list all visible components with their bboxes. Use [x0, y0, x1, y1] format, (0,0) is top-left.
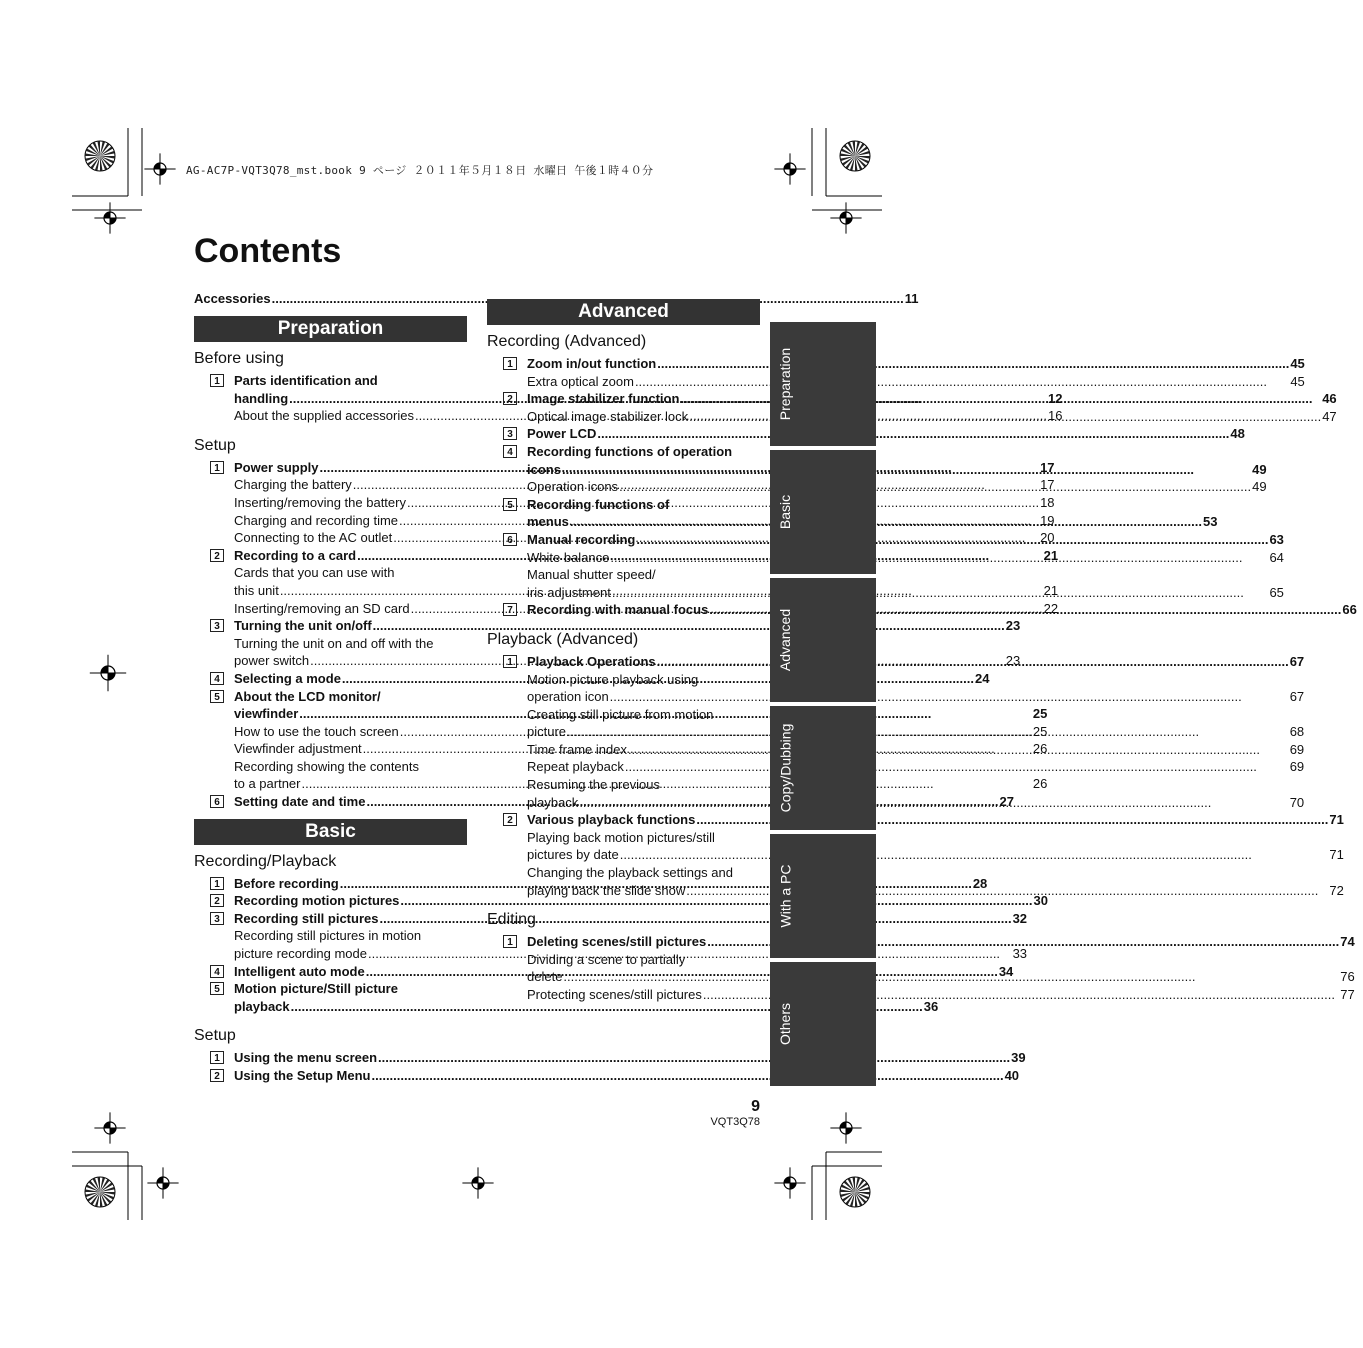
chapter-number-box: 6 — [210, 795, 224, 808]
group-title: Recording (Advanced) — [487, 333, 647, 350]
toc-subitem-line — [527, 829, 1344, 847]
toc-subitem-line[interactable] — [527, 986, 1355, 1004]
leader-dots — [636, 531, 1268, 549]
toc-line-label: Connecting to the AC outlet — [234, 530, 393, 546]
chapter-number-box: 1 — [210, 1051, 224, 1064]
toc-entry-text — [234, 1049, 1032, 1067]
toc-page-number: 33 — [1012, 946, 1028, 962]
toc-line-label: Recording still pictures in motion — [234, 928, 422, 944]
toc-line-label: Before recording — [234, 875, 339, 891]
section-tab-label-wrap — [773, 962, 797, 1086]
toc-heading-line[interactable] — [527, 390, 1337, 408]
toc-line-label: Extra optical zoom — [527, 373, 634, 389]
toc-heading-line[interactable] — [527, 355, 1305, 373]
section-tab-label: With a PC — [777, 864, 794, 928]
toc-line-label: Zoom in/out function — [527, 356, 657, 371]
toc-line-label: Recording showing the contents — [234, 758, 420, 774]
leader-dots — [562, 461, 1251, 479]
toc-line-label: Setting date and time — [234, 794, 366, 810]
group-title: Setup — [194, 436, 236, 454]
toc-line-label: How to use the touch screen — [234, 723, 399, 739]
page-title: Contents — [194, 232, 342, 270]
toc-subitem-line[interactable] — [527, 882, 1344, 900]
chapter-number-box: 5 — [503, 498, 517, 511]
toc-page-number: 23 — [1005, 618, 1021, 634]
toc-line-label: playback — [234, 998, 290, 1014]
chapter-number-box: 2 — [503, 813, 517, 826]
toc-page-number: 70 — [1289, 794, 1305, 810]
toc-page-number: 67 — [1289, 689, 1305, 705]
chapter-number-box: 4 — [503, 445, 517, 458]
toc-line-label: picture recording mode — [234, 946, 367, 962]
leader-dots — [610, 688, 1289, 706]
toc-subitem-line[interactable] — [527, 584, 1284, 602]
toc-subitem-line[interactable] — [527, 794, 1304, 812]
section-banner: Advanced — [487, 299, 760, 325]
toc-line-label: Creating still picture from motion — [527, 706, 714, 722]
toc-page-number: 76 — [1340, 969, 1355, 985]
toc-line-label: Recording still pictures — [234, 910, 379, 926]
toc-entry-text — [234, 1067, 1025, 1085]
group-title: Setup — [194, 1027, 236, 1045]
toc-page-number: 64 — [1269, 549, 1284, 565]
toc-page-number: 18 — [1040, 494, 1055, 510]
toc-line-label: Recording with manual focus — [527, 602, 709, 618]
toc-page-number: 23 — [1005, 653, 1021, 669]
toc-line-label: Repeat playback — [527, 759, 624, 775]
toc-entry-text — [527, 933, 1361, 1003]
toc-entry[interactable] — [194, 1067, 1020, 1085]
group-title: Recording/Playback — [194, 852, 337, 870]
toc-page-number: 77 — [1340, 987, 1355, 1002]
toc-heading-line[interactable] — [527, 601, 1357, 619]
chapter-number-box: 4 — [210, 672, 224, 685]
toc-line-label: Playback Operations — [527, 653, 656, 669]
chapter-number-box: 1 — [210, 877, 224, 890]
toc-subitem-line — [527, 951, 1355, 969]
toc-line-label: Viewfinder adjustment — [234, 741, 362, 757]
toc-page-number: 49 — [1252, 461, 1267, 477]
group-title: Editing — [487, 911, 536, 929]
toc-line-label: Motion picture playback using — [527, 671, 699, 687]
leader-dots — [657, 653, 1289, 671]
section-tab-label: Others — [777, 1002, 794, 1046]
chapter-number-box: 2 — [210, 1069, 224, 1082]
toc-subitem-line[interactable] — [527, 723, 1304, 741]
leader-dots — [635, 373, 1289, 391]
toc-page-number: 21 — [1043, 582, 1059, 598]
toc-line-label: Recording functions of operation — [527, 443, 733, 459]
toc-entry[interactable] — [194, 892, 1048, 910]
toc-line-label: White balance — [527, 549, 610, 565]
leader-dots — [372, 1067, 1004, 1085]
leader-dots — [628, 741, 1289, 759]
toc-page-number: 71 — [1329, 847, 1344, 863]
chapter-number-box: 5 — [210, 690, 224, 703]
toc-line-label: Various playback functions — [527, 812, 696, 828]
group-title: Before using — [194, 350, 284, 367]
section-tab-label-wrap — [773, 578, 797, 702]
toc-page-number: 12 — [1048, 390, 1063, 406]
section-tab-label: Copy/Dubbing — [777, 723, 794, 813]
toc-line-label: Recording motion pictures — [234, 893, 400, 909]
chapter-number-box: 3 — [210, 619, 224, 632]
chapter-number-box: 7 — [503, 603, 517, 616]
toc-line-label: handling — [234, 390, 289, 406]
toc-line-label: Using the menu screen — [234, 1050, 378, 1066]
toc-entry-text — [527, 811, 1350, 899]
toc-page-number: 19 — [1040, 512, 1055, 528]
toc-heading-line[interactable] — [234, 1049, 1026, 1067]
toc-line-label: Power supply — [234, 459, 319, 475]
toc-subitem-line — [527, 671, 1304, 689]
chapter-number-box: 1 — [503, 935, 517, 948]
chapter-number-box: 3 — [210, 912, 224, 925]
toc-line-label: Inserting/removing the battery — [234, 494, 406, 510]
toc-subitem-line[interactable] — [527, 549, 1284, 567]
toc-line-label: icons — [527, 461, 561, 477]
toc-page-number: 17 — [1040, 477, 1055, 493]
toc-line-label: Playing back motion pictures/still — [527, 829, 715, 845]
page-number: 9 — [751, 1098, 760, 1115]
toc-line-label: Image stabilizer function — [527, 391, 680, 407]
toc-line-label: this unit — [234, 582, 279, 598]
document-code: VQT3Q78 — [710, 1116, 760, 1128]
toc-line-label: About the LCD monitor/ — [234, 688, 381, 704]
section-tab-label-wrap — [773, 322, 797, 446]
toc-page-number: 25 — [1032, 706, 1048, 722]
toc-line-label: Turning the unit on and off with the — [234, 635, 434, 651]
toc-line-label: Using the Setup Menu — [234, 1068, 371, 1083]
chapter-number-box: 2 — [503, 392, 517, 405]
toc-subitem-line[interactable] — [527, 758, 1304, 776]
toc-entry[interactable] — [487, 355, 1305, 390]
toc-page-number: 65 — [1269, 584, 1284, 600]
toc-page-number: 72 — [1329, 882, 1344, 898]
chapter-number-box: 1 — [210, 374, 224, 387]
toc-heading-line[interactable] — [527, 461, 1267, 479]
toc-page-number: 28 — [972, 875, 988, 891]
toc-page-number: 16 — [1048, 408, 1063, 424]
toc-subitem-line[interactable] — [527, 846, 1344, 864]
chapter-number-box: 2 — [210, 549, 224, 562]
section-tab-label: Advanced — [777, 608, 793, 672]
toc-entry-accessories[interactable] — [194, 290, 919, 308]
toc-page-number: 26 — [1032, 776, 1048, 792]
toc-line-label: Recording to a card — [234, 547, 357, 563]
toc-page-number: 63 — [1269, 531, 1284, 547]
toc-subitem-line — [527, 706, 1304, 724]
toc-page-number: 71 — [1329, 812, 1344, 828]
toc-page-number: 46 — [1322, 391, 1337, 407]
section-tab-label: Basic — [777, 494, 794, 530]
leader-dots — [579, 794, 1288, 812]
section-banner: Basic — [194, 819, 467, 845]
toc-entry-text — [527, 390, 1343, 425]
toc-line-label: delete — [527, 969, 563, 985]
toc-heading-line[interactable] — [527, 425, 1245, 443]
toc-page-number: 39 — [1011, 1050, 1026, 1066]
toc-line-label: Resuming the previous — [527, 777, 660, 793]
toc-entry-text — [527, 531, 1290, 601]
toc-page-number: 69 — [1289, 741, 1305, 757]
toc-subitem-line — [527, 566, 1284, 584]
toc-page-number: 11 — [904, 291, 919, 306]
toc-page-number: 32 — [1012, 910, 1028, 926]
toc-line-label: About the supplied accessories — [234, 408, 414, 424]
toc-line-label: pictures by date — [527, 847, 619, 863]
toc-page-number: 45 — [1290, 356, 1305, 371]
toc-line-label: playback — [527, 794, 579, 810]
toc-heading-line[interactable] — [527, 653, 1304, 671]
leader-dots — [597, 425, 1229, 443]
section-tab-preparation[interactable] — [770, 322, 876, 446]
toc-entry-text — [527, 653, 1310, 811]
toc-line-label: iris adjustment — [527, 584, 611, 600]
toc-page-number: 25 — [1032, 723, 1048, 739]
chapter-number-box: 2 — [210, 894, 224, 907]
toc-line-label: Charging and recording time — [234, 512, 399, 528]
toc-subitem-line[interactable] — [527, 408, 1337, 426]
leader-dots — [620, 846, 1329, 864]
toc-line-label: Motion picture/Still picture — [234, 981, 398, 997]
leader-dots — [378, 1049, 1010, 1067]
leader-dots — [570, 513, 1202, 531]
section-tab-advanced[interactable] — [770, 578, 876, 702]
toc-heading-line[interactable] — [234, 1067, 1019, 1085]
toc-entry[interactable] — [487, 425, 1245, 443]
toc-page-number: 68 — [1289, 724, 1305, 740]
toc-line-label: to a partner — [234, 776, 301, 792]
toc-entry-text — [527, 355, 1311, 390]
leader-dots — [657, 355, 1289, 373]
toc-line-label: Cards that you can use with — [234, 565, 395, 581]
toc-heading-line[interactable] — [527, 811, 1344, 829]
leader-dots — [610, 549, 1268, 567]
toc-line-label: Manual recording — [527, 531, 636, 547]
toc-line-label: Inserting/removing an SD card — [234, 600, 410, 616]
toc-page-number: 74 — [1340, 934, 1355, 950]
toc-subitem-line[interactable] — [527, 741, 1304, 759]
toc-line-label: Parts identification and — [234, 373, 378, 388]
toc-line-label: Charging the battery — [234, 477, 352, 493]
toc-line-label: Operation icons — [527, 479, 619, 495]
toc-page-number: 30 — [1033, 893, 1048, 909]
section-tab-with-a-pc[interactable] — [770, 834, 876, 958]
toc-page-number: 36 — [923, 998, 939, 1014]
toc-line-label: Time frame index — [527, 741, 627, 757]
toc-line-label: Turning the unit on/off — [234, 618, 372, 634]
leader-dots — [625, 758, 1289, 776]
toc-page-number: 69 — [1289, 759, 1305, 775]
toc-page-number: 66 — [1342, 602, 1357, 618]
toc-line-label: operation icon — [527, 689, 609, 705]
toc-page-number: 67 — [1289, 653, 1305, 669]
chapter-number-box: 1 — [503, 357, 517, 370]
chapter-number-box: 3 — [503, 427, 517, 440]
leader-dots — [619, 478, 1251, 496]
print-header: AG-AC7P-VQT3Q78_mst.book 9 ページ ２０１１年５月１８日 水曜日 午後１時４０分 — [186, 164, 654, 177]
section-banner: Preparation — [194, 316, 467, 342]
toc-line-label: Deleting scenes/still pictures — [527, 934, 707, 950]
toc-page-number: 34 — [998, 963, 1014, 979]
section-tab-label: Preparation — [777, 347, 794, 421]
toc-heading-line[interactable] — [527, 531, 1284, 549]
leader-dots — [567, 723, 1289, 741]
toc-line-label: menus — [527, 514, 569, 530]
toc-subitem-line — [527, 864, 1344, 882]
toc-subitem-line[interactable] — [527, 478, 1267, 496]
group-title: Playback (Advanced) — [487, 630, 639, 648]
leader-dots — [612, 584, 1269, 602]
toc-line-label: Power LCD — [527, 426, 597, 442]
section-tab-label-wrap — [773, 450, 797, 574]
toc-line-label: Intelligent auto mode — [234, 963, 365, 979]
toc-page-number: 21 — [1043, 547, 1059, 563]
chapter-number-box: 5 — [210, 982, 224, 995]
toc-line-label: viewfinder — [234, 706, 299, 722]
toc-page-number: 48 — [1230, 426, 1245, 442]
toc-page-number: 20 — [1040, 530, 1055, 546]
toc-page-number: 45 — [1290, 373, 1305, 389]
toc-page-number: 22 — [1043, 600, 1059, 616]
toc-page-number: 49 — [1252, 479, 1267, 495]
toc-line-label: picture — [527, 724, 567, 740]
toc-line-label: Manual shutter speed/ — [527, 567, 656, 583]
toc-line-label: Changing the playback settings and — [527, 865, 733, 881]
toc-page-number: 17 — [1040, 459, 1055, 475]
toc-line-label: Optical image stabilizer lock — [527, 408, 689, 424]
toc-subitem-line — [527, 776, 1304, 794]
section-tab-basic[interactable] — [770, 450, 876, 574]
section-tab-label-wrap — [773, 834, 797, 958]
toc-page-number: 26 — [1032, 741, 1048, 757]
chapter-number-box: 6 — [503, 533, 517, 546]
toc-page-number: 47 — [1322, 408, 1337, 424]
toc-line-label: Selecting a mode — [234, 670, 341, 686]
toc-entry-text — [527, 425, 1251, 443]
toc-line-label: Recording functions of — [527, 496, 670, 512]
toc-subitem-line[interactable] — [527, 373, 1305, 391]
toc-heading-line — [527, 443, 1267, 461]
toc-line-label: power switch — [234, 653, 310, 669]
section-tab-others[interactable] — [770, 962, 876, 1086]
toc-page-number: 53 — [1202, 514, 1218, 530]
toc-entry-text — [527, 443, 1273, 496]
section-tab-label-wrap — [773, 706, 797, 830]
chapter-number-box: 1 — [210, 461, 224, 474]
toc-line-label: Dividing a scene to partially — [527, 951, 686, 967]
section-tab-copy-dubbing[interactable] — [770, 706, 876, 830]
toc-subitem-line[interactable] — [527, 968, 1355, 986]
leader-dots — [563, 968, 1339, 986]
toc-entry-text — [527, 601, 1363, 619]
section-tab-bar — [770, 322, 876, 1090]
toc-entry-label: Accessories — [194, 291, 271, 306]
toc-subitem-line[interactable] — [527, 688, 1304, 706]
toc-page-number: 27 — [999, 794, 1015, 810]
chapter-number-box: 1 — [503, 655, 517, 668]
chapter-number-box: 4 — [210, 965, 224, 978]
toc-heading-line[interactable] — [527, 933, 1355, 951]
toc-line-label: playing back the slide show — [527, 882, 686, 898]
toc-entry[interactable] — [194, 1049, 1026, 1067]
toc-line-label: Protecting scenes/still pictures — [527, 987, 702, 1002]
toc-page-number: 40 — [1004, 1068, 1020, 1083]
toc-page-number: 24 — [975, 670, 990, 686]
